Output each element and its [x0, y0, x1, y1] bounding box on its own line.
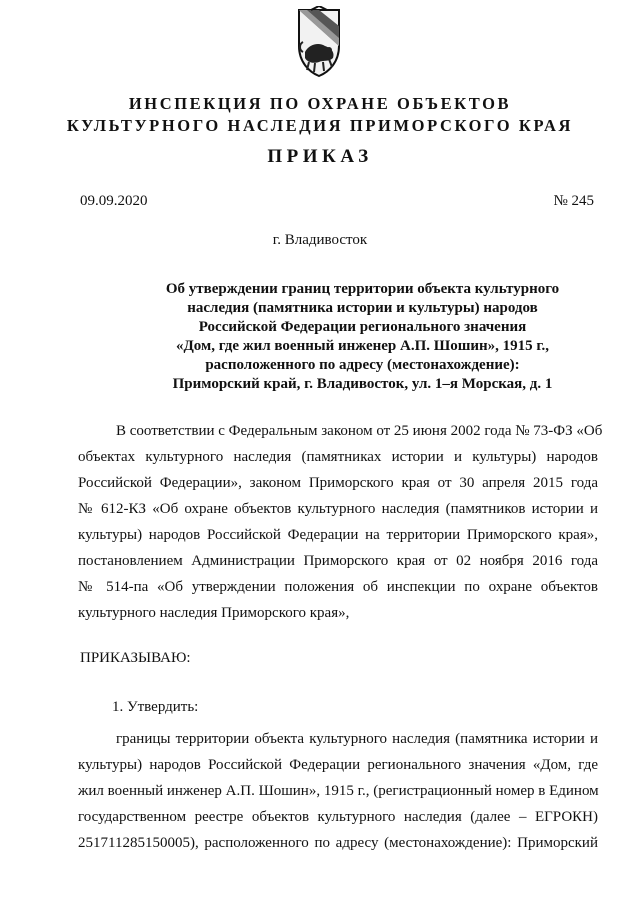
body-line: границы территории объекта культурного наследия (памятника истории и [116, 731, 598, 747]
subject-line: Приморский край, г. Владивосток, ул. 1–я Морская, д. 1 [172, 376, 553, 392]
order-directive: ПРИКАЗЫВАЮ: [80, 650, 191, 666]
subject-line: Об утверждении границ территории объекта культурного [165, 281, 560, 297]
preamble-line: культуры) народов Российской Федерации на территории Приморского края», [78, 527, 598, 543]
order-item-1: 1. Утвердить: [112, 699, 199, 715]
order-number: № 245 [553, 193, 594, 209]
preamble-paragraph [78, 418, 603, 626]
order-date: 09.09.2020 [80, 193, 148, 209]
preamble-line: Российской Федерации», законом Приморского края от 30 апреля 2015 года [78, 475, 598, 491]
body-paragraph [78, 726, 598, 856]
order-city: г. Владивосток [272, 232, 368, 248]
body-line: жил военный инженер А.П. Шошин», 1915 г., (регистрационный номер в Едином [78, 783, 599, 799]
body-line: 251711285150005), расположенного по адресу (местонахождение): Приморский [78, 835, 598, 851]
subject-line: Российской Федерации регионального значения [198, 319, 527, 335]
subject-line: наследия (памятника истории и культуры) народов [187, 300, 538, 316]
preamble-line: В соответствии с Федеральным законом от 25 июня 2002 года № 73-ФЗ «Об [116, 423, 603, 439]
preamble-line: объектах культурного наследия (памятниках истории и культуры) народов [78, 449, 598, 465]
subject-line: расположенного по адресу (местонахождение): [205, 357, 520, 373]
preamble-line: постановлением Администрации Приморского края от 02 ноября 2016 года [78, 553, 598, 569]
organization-name-line-1: ИНСПЕКЦИЯ ПО ОХРАНЕ ОБЪЕКТОВ [128, 94, 512, 113]
preamble-line: № 612-КЗ «Об охране объектов культурного наследия (памятников истории и [78, 501, 598, 517]
organization-name-line-2: КУЛЬТУРНОГО НАСЛЕДИЯ ПРИМОРСКОГО КРАЯ [66, 116, 574, 135]
body-line: государственном реестре объектов культурного наследия (далее – ЕГРОКН) [78, 809, 598, 825]
body-line: культуры) народов Российской Федерации регионального значения «Дом, где [78, 757, 598, 773]
order-subject [150, 280, 575, 394]
primorsky-krai-coat-of-arms-icon [289, 6, 349, 78]
document-type-title: ПРИКАЗ [267, 146, 373, 167]
preamble-line: № 514-па «Об утверждении положения об инспекции по охране объектов [78, 579, 598, 595]
subject-line: «Дом, где жил военный инженер А.П. Шошин», 1915 г., [175, 338, 550, 354]
preamble-line: культурного наследия Приморского края», [78, 605, 350, 621]
